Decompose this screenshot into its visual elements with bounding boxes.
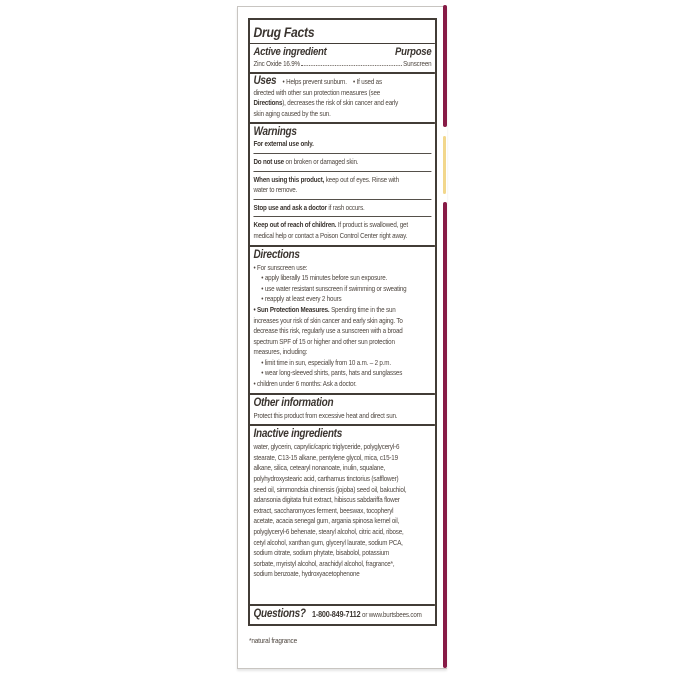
drug-facts-box bbox=[248, 18, 437, 626]
active-ingredient-header: Active ingredient bbox=[253, 46, 327, 58]
active-ingredient-value: Zinc Oxide 16.9% bbox=[253, 59, 300, 68]
warnings-blocks bbox=[253, 139, 431, 241]
warning-statement: For external use only. bbox=[253, 139, 314, 149]
questions-text: Questions? 1-800-849-7112 or www.burtsbees.com bbox=[253, 608, 422, 621]
warning-statement: Do not use on broken or damaged skin. bbox=[253, 153, 431, 168]
drug-facts-content bbox=[250, 20, 435, 624]
package-back-panel bbox=[237, 6, 447, 669]
package-edge-stripe-maroon-bottom bbox=[443, 202, 447, 668]
active-ingredient-section bbox=[250, 43, 435, 72]
warnings-section bbox=[250, 122, 435, 244]
directions-text: • For sunscreen use: • apply liberally 15 minutes before sun exposure. • use water resistant sunscreen if swimming or sweating • reapply at least every 2 hours • Sun Protection Measures. Spending time in the sun increases your risk of skin cancer and early skin aging. To decrease this risk, regularly use a sunscreen with a broad spectrum SPF of 15 or higher and other sun protection measures, including: • limit time in sun, especially from 10 a.m. – 2 p.m. • wear long-sleeved shirts, pants, hats and sunglasses • children under 6 months: Ask a doctor. bbox=[253, 262, 407, 389]
other-information-section bbox=[250, 393, 435, 425]
active-ingredient-value-row bbox=[253, 59, 431, 69]
drug-facts-title: Drug Facts bbox=[253, 24, 315, 40]
questions-section bbox=[250, 604, 435, 624]
drug-facts-title-section bbox=[250, 20, 435, 43]
other-information-header: Other information bbox=[253, 396, 334, 409]
inactive-ingredients-section bbox=[250, 424, 435, 583]
uses-section bbox=[250, 72, 435, 122]
directions-section bbox=[250, 245, 435, 393]
warnings-header: Warnings bbox=[253, 126, 297, 139]
other-information-text: Protect this product from excessive heat and direct sun. bbox=[253, 410, 398, 420]
inactive-ingredients-header: Inactive ingredients bbox=[253, 428, 343, 441]
warning-statement: When using this product, keep out of eyes. Rinse with water to remove. bbox=[253, 171, 431, 196]
purpose-header: Purpose bbox=[395, 46, 432, 58]
directions-header: Directions bbox=[253, 248, 300, 261]
uses-text: Uses • Helps prevent sunburn. • If used as directed with other sun protection measures (see Directions), decreases the risk of skin cancer and early skin aging caused by the sun. bbox=[253, 75, 399, 118]
natural-fragrance-footnote: *natural fragrance bbox=[249, 636, 297, 645]
warning-statement: Keep out of reach of children. If product is swallowed, get medical help or contact a Poison Control Center right away. bbox=[253, 216, 431, 241]
purpose-value: Sunscreen bbox=[403, 59, 432, 68]
dotted-leader bbox=[301, 65, 402, 66]
warning-statement: Stop use and ask a doctor if rash occurs. bbox=[253, 199, 431, 214]
package-edge-stripe-gold bbox=[443, 136, 446, 194]
package-edge-stripe-maroon-top bbox=[443, 5, 447, 127]
inactive-ingredients-text: water, glycerin, caprylic/capric triglyceride, polyglyceryl-6 stearate, C13-15 alkane, pentylene glycol, mica, c15-19 alkane, silica, cetearyl nonanoate, inulin, squalane, polyhydroxystearic acid, carthamus tinctorius (safflower) seed oil, simmondsia chinensis (jojoba) seed oil, bakuchiol, adansonia digitata fruit extract, hibiscus sabdariffa flower extract, saccharomyces ferment, beeswax, tocopheryl acetate, acacia senegal gum, argania spinosa kernel oil, polyglyceryl-6 behenate, stearyl alcohol, citric acid, ribose, cetyl alcohol, xanthan gum, glyceryl laurate, sodium PCA, sodium citrate, sodium phytate, bisabolol, potassium sorbate, myristyl alcohol, arachidyl alcohol, fragrance*, sodium benzoate, hydroxyacetophenone bbox=[253, 442, 407, 579]
active-ingredient-header-row bbox=[253, 46, 431, 58]
